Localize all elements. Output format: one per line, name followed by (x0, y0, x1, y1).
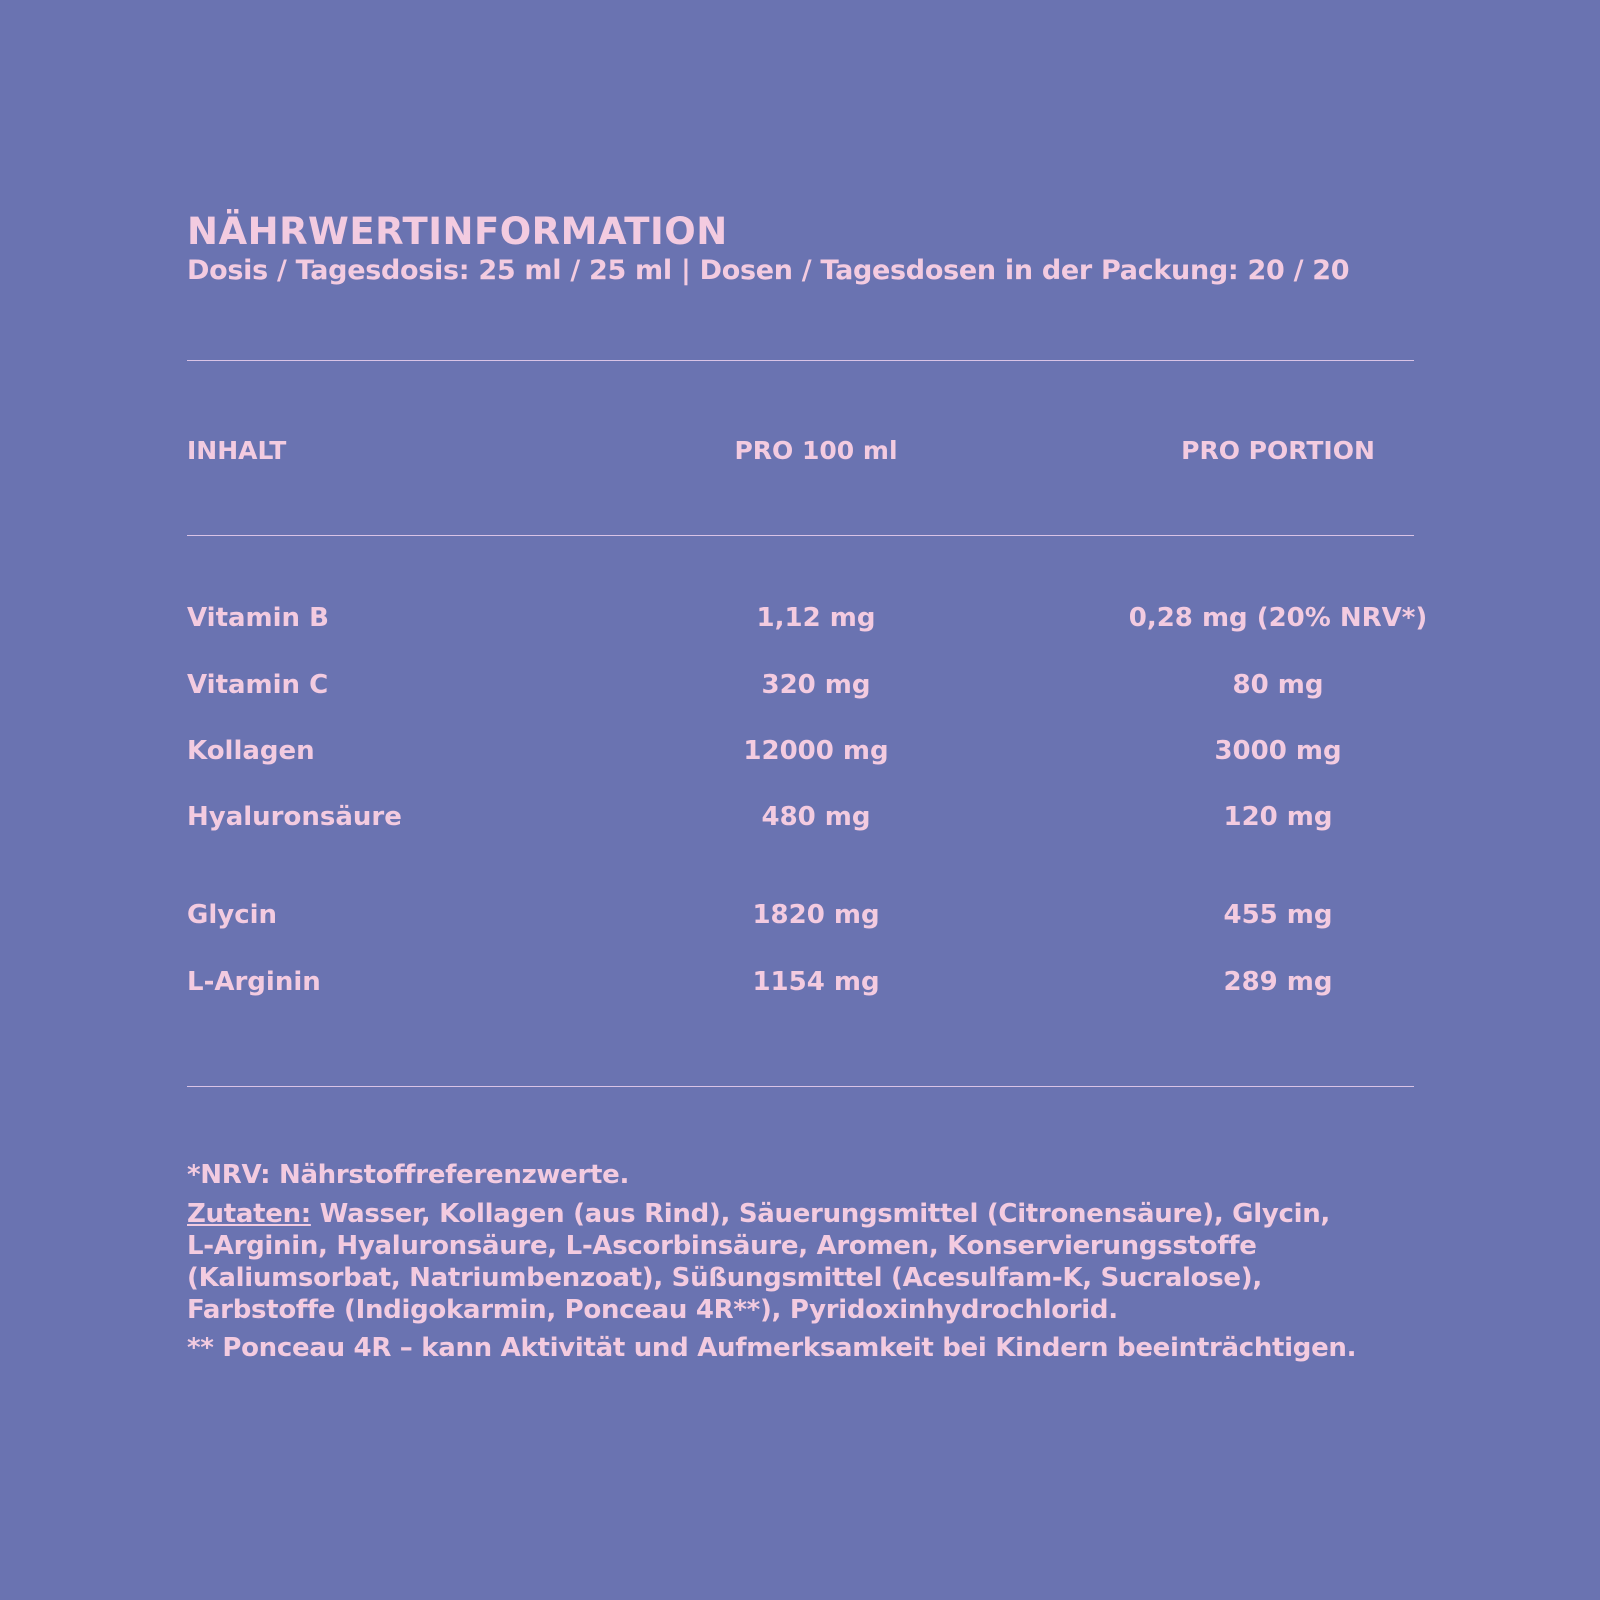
row-value-per-100ml: 1820 mg (752, 900, 880, 930)
row-value-per-100ml: 320 mg (761, 670, 871, 700)
ingredients-text (187, 1198, 1427, 1326)
row-label-kollagen: Kollagen (187, 736, 315, 766)
row-label-l-arginin: L-Arginin (187, 967, 321, 997)
ingredients-line-3: (Kaliumsorbat, Natriumbenzoat), Süßungsmittel (Acesulfam-K, Sucralose), (187, 1263, 1262, 1293)
nrv-footnote: *NRV: Nährstoffreferenzwerte. (187, 1160, 630, 1190)
row-value-per-100ml: 1,12 mg (756, 603, 876, 633)
row-value-per-100ml: 480 mg (761, 802, 871, 832)
row-value-per-portion: 80 mg (1232, 670, 1324, 700)
column-header-per-100ml: PRO 100 ml (734, 436, 898, 465)
ingredients-line-2: L-Arginin, Hyaluronsäure, L-Ascorbinsäure, Aromen, Konservierungsstoffe (187, 1231, 1257, 1261)
ingredients-line-1: Wasser, Kollagen (aus Rind), Säuerungsmittel (Citronensäure), Glycin, (310, 1199, 1330, 1229)
column-header-per-portion: PRO PORTION (1181, 436, 1375, 465)
row-value-per-100ml: 1154 mg (752, 967, 880, 997)
row-label-vitamin-b: Vitamin B (187, 603, 329, 633)
ingredients-line-4: Farbstoffe (Indigokarmin, Ponceau 4R**), Pyridoxinhydrochlorid. (187, 1295, 1118, 1325)
row-label-hyaluronsaeure: Hyaluronsäure (187, 802, 402, 832)
row-label-glycin: Glycin (187, 900, 278, 930)
row-value-per-portion: 3000 mg (1214, 736, 1342, 766)
column-header-content: INHALT (187, 436, 287, 465)
row-value-per-portion: 455 mg (1223, 900, 1333, 930)
row-value-per-portion: 120 mg (1223, 802, 1333, 832)
divider-header (187, 535, 1414, 536)
row-value-per-portion: 0,28 mg (20% NRV*) (1128, 603, 1428, 633)
warning-footnote: ** Ponceau 4R – kann Aktivität und Aufmerksamkeit bei Kindern beeinträchtigen. (187, 1333, 1357, 1363)
row-label-vitamin-c: Vitamin C (187, 670, 329, 700)
dosage-subtitle: Dosis / Tagesdosis: 25 ml / 25 ml | Dosen / Tagesdosen in der Packung: 20 / 20 (187, 255, 1350, 286)
divider-bottom (187, 1086, 1414, 1087)
row-value-per-portion: 289 mg (1223, 967, 1333, 997)
ingredients-line (187, 1198, 1427, 1230)
ingredients-label: Zutaten: (187, 1199, 311, 1229)
divider-top (187, 360, 1414, 361)
row-value-per-100ml: 12000 mg (743, 736, 889, 766)
page-title: NÄHRWERTINFORMATION (187, 210, 728, 253)
